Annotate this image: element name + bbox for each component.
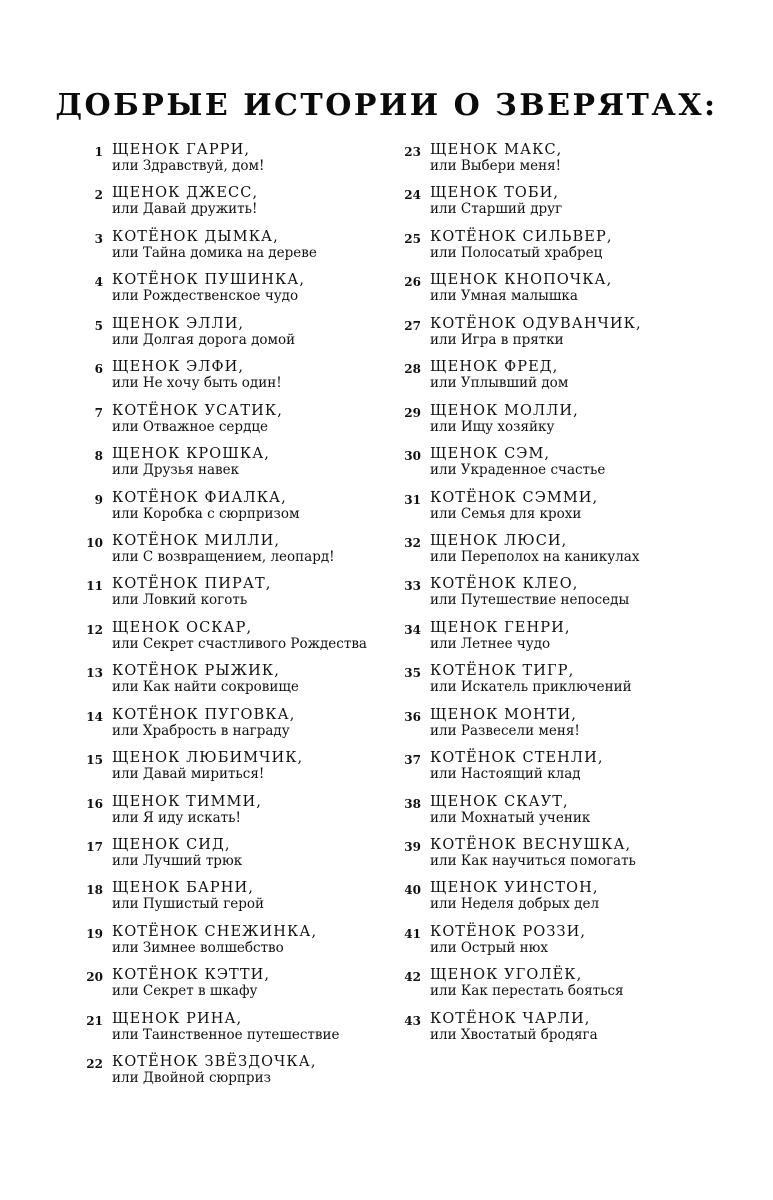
book-subtitle: или Летнее чудо	[430, 635, 551, 652]
book-subtitle: или Как перестать бояться	[430, 983, 624, 1000]
book-subtitle: или Храбрость в награду	[112, 722, 290, 739]
book-subtitle: или Ищу хозяйку	[430, 418, 555, 435]
book-subtitle: или Секрет счастливого Рождества	[112, 635, 367, 652]
book-title: КОТЁНОК РЫЖИК,	[112, 663, 280, 680]
book-title: КОТЁНОК СТЕНЛИ,	[430, 750, 604, 767]
book-title: КОТЁНОК РОЗЗИ,	[430, 923, 587, 940]
book-number: 40	[404, 883, 421, 898]
book-subtitle: или Рождественское чудо	[112, 288, 299, 305]
page-title: ДОБРЫЕ ИСТОРИИ О ЗВЕРЯТАХ:	[55, 88, 718, 123]
book-number: 23	[404, 145, 421, 159]
book-subtitle: или Развесели меня!	[430, 722, 580, 739]
book-number: 28	[404, 362, 421, 377]
book-title: ЩЕНОК МОНТИ,	[430, 706, 577, 723]
book-number: 8	[94, 449, 103, 464]
book-number: 12	[86, 622, 103, 637]
book-subtitle: или Переполох на каникулах	[430, 548, 640, 565]
book-subtitle: или Выбери меня!	[430, 158, 562, 174]
book-subtitle: или Хвостатый бродяга	[430, 1026, 598, 1043]
book-number: 21	[86, 1013, 103, 1028]
book-number: 5	[94, 318, 103, 333]
book-title: ЩЕНОК УИНСТОН,	[430, 880, 599, 897]
book-subtitle: или Зимнее волшебство	[112, 939, 284, 956]
book-number: 41	[404, 926, 421, 941]
book-subtitle: или Не хочу быть один!	[112, 375, 282, 392]
book-number: 9	[94, 492, 103, 507]
book-number: 17	[86, 840, 103, 854]
book-title: КОТЁНОК ТИГР,	[430, 663, 575, 680]
book-number: 16	[86, 796, 103, 811]
book-title: КОТЁНОК ФИАЛКА,	[112, 489, 287, 506]
book-subtitle: или Старший друг	[430, 201, 563, 218]
book-title: КОТЁНОК ДЫМКА,	[112, 228, 279, 245]
book-title: КОТЁНОК КЛЕО,	[430, 576, 579, 593]
book-number: 24	[404, 188, 421, 203]
book-subtitle: или Как найти сокровище	[112, 679, 299, 696]
book-number: 38	[404, 796, 421, 811]
book-title: КОТЁНОК ПИРАТ,	[112, 576, 272, 593]
book-subtitle: или Пушистый герой	[112, 896, 265, 913]
book-subtitle: или Я иду искать!	[112, 809, 241, 826]
book-number: 22	[86, 1057, 103, 1072]
book-title: КОТЁНОК УСАТИК,	[112, 402, 283, 419]
book-title: ЩЕНОК ФРЕД,	[430, 359, 559, 376]
book-subtitle: или Тайна домика на дереве	[112, 244, 317, 261]
book-number: 42	[404, 970, 421, 985]
book-subtitle: или Настоящий клад	[430, 766, 581, 783]
book-number: 7	[94, 405, 103, 420]
book-subtitle: или Коробка с сюрпризом	[112, 505, 300, 522]
book-number: 34	[404, 622, 421, 637]
book-subtitle: или Игра в прятки	[430, 331, 564, 348]
book-subtitle: или Неделя добрых дел	[430, 896, 600, 913]
book-subtitle: или Острый нюх	[430, 939, 548, 956]
book-title: ЩЕНОК ТОБИ,	[430, 185, 560, 202]
book-number: 31	[404, 492, 421, 507]
book-number: 13	[86, 666, 103, 681]
book-number: 37	[404, 753, 421, 768]
book-title: КОТЁНОК ЗВЁЗДОЧКА,	[112, 1054, 317, 1071]
book-title: КОТЁНОК СЭММИ,	[430, 489, 599, 506]
book-title: ЩЕНОК ЛЮБИМЧИК,	[112, 750, 304, 767]
book-number: 27	[404, 318, 421, 333]
book-number: 14	[86, 709, 103, 724]
book-number: 30	[404, 449, 421, 464]
book-number: 32	[404, 535, 421, 550]
book-subtitle: или Таинственное путешествие	[112, 1026, 340, 1043]
book-title: ЩЕНОК МАКС,	[430, 142, 563, 158]
book-number: 6	[94, 362, 103, 377]
book-number: 2	[94, 188, 103, 203]
book-subtitle: или Ловкий коготь	[112, 592, 248, 609]
book-title: ЩЕНОК ОСКАР,	[112, 619, 253, 636]
book-title: ЩЕНОК ЭЛФИ,	[112, 359, 245, 376]
book-title: КОТЁНОК ОДУВАНЧИК,	[430, 315, 642, 332]
book-subtitle: или Искатель приключений	[430, 679, 632, 696]
book-subtitle: или Здравствуй, дом!	[112, 158, 265, 174]
book-number: 33	[404, 579, 421, 594]
book-subtitle: или Как научиться помогать	[430, 853, 636, 869]
book-number: 1	[94, 145, 103, 159]
book-title: КОТЁНОК ЧАРЛИ,	[430, 1010, 591, 1027]
book-number: 18	[86, 883, 103, 898]
book-title: ЩЕНОК КНОПОЧКА,	[430, 272, 613, 289]
book-title: ЩЕНОК СЭМ,	[430, 446, 551, 463]
book-title: ЩЕНОК ДЖЕСС,	[112, 185, 259, 202]
book-title: КОТЁНОК КЭТТИ,	[112, 967, 271, 984]
book-title: ЩЕНОК УГОЛЁК,	[430, 967, 583, 984]
book-number: 36	[404, 709, 421, 724]
book-subtitle: или Полосатый храбрец	[430, 244, 603, 261]
book-title: КОТЁНОК СНЕЖИНКА,	[112, 923, 318, 940]
book-subtitle: или Отважное сердце	[112, 418, 269, 435]
book-title: КОТЁНОК МИЛЛИ,	[112, 532, 281, 549]
book-subtitle: или Друзья навек	[112, 462, 240, 479]
book-subtitle: или Секрет в шкафу	[112, 983, 258, 1000]
book-title: ЩЕНОК ЛЮСИ,	[430, 532, 568, 549]
book-number: 29	[404, 405, 421, 420]
book-title: ЩЕНОК МОЛЛИ,	[430, 402, 579, 419]
book-number: 35	[404, 666, 421, 681]
book-number: 4	[94, 275, 103, 290]
book-title: ЩЕНОК КРОШКА,	[112, 446, 271, 463]
book-number: 43	[404, 1013, 421, 1028]
book-number: 10	[86, 535, 103, 550]
book-title: ЩЕНОК ЭЛЛИ,	[112, 315, 245, 332]
book-subtitle: или Долгая дорога домой	[112, 331, 296, 348]
book-subtitle: или Путешествие непоседы	[430, 592, 630, 609]
book-number: 11	[86, 579, 103, 594]
book-title: КОТЁНОК ВЕСНУШКА,	[430, 837, 632, 853]
book-subtitle: или Умная малышка	[430, 288, 578, 305]
book-title: КОТЁНОК ПУГОВКА,	[112, 706, 296, 723]
book-title: ЩЕНОК РИНА,	[112, 1010, 243, 1027]
book-title: КОТЁНОК СИЛЬВЕР,	[430, 228, 613, 245]
book-title: ЩЕНОК ГЕНРИ,	[430, 619, 571, 636]
book-title: ЩЕНОК ТИММИ,	[112, 793, 262, 810]
book-number: 25	[404, 231, 421, 246]
book-subtitle: или Лучший трюк	[112, 853, 243, 869]
book-subtitle: или Уплывший дом	[430, 375, 569, 392]
book-number: 20	[86, 970, 103, 985]
book-subtitle: или С возвращением, леопард!	[112, 548, 335, 565]
book-title: ЩЕНОК ГАРРИ,	[112, 142, 251, 158]
book-subtitle: или Украденное счастье	[430, 462, 606, 479]
book-subtitle: или Давай дружить!	[112, 201, 258, 218]
book-number: 39	[404, 840, 421, 854]
book-title: ЩЕНОК СИД,	[112, 837, 231, 853]
book-subtitle: или Семья для крохи	[430, 505, 582, 522]
book-number: 15	[86, 753, 103, 768]
book-number: 3	[94, 231, 103, 246]
book-subtitle: или Двойной сюрприз	[112, 1070, 271, 1087]
book-subtitle: или Давай мириться!	[112, 766, 265, 783]
book-subtitle: или Мохнатый ученик	[430, 809, 591, 826]
book-title: КОТЁНОК ПУШИНКА,	[112, 272, 306, 289]
book-number: 26	[404, 275, 421, 290]
book-title: ЩЕНОК СКАУТ,	[430, 793, 569, 810]
book-title: ЩЕНОК БАРНИ,	[112, 880, 254, 897]
book-number: 19	[86, 926, 103, 941]
